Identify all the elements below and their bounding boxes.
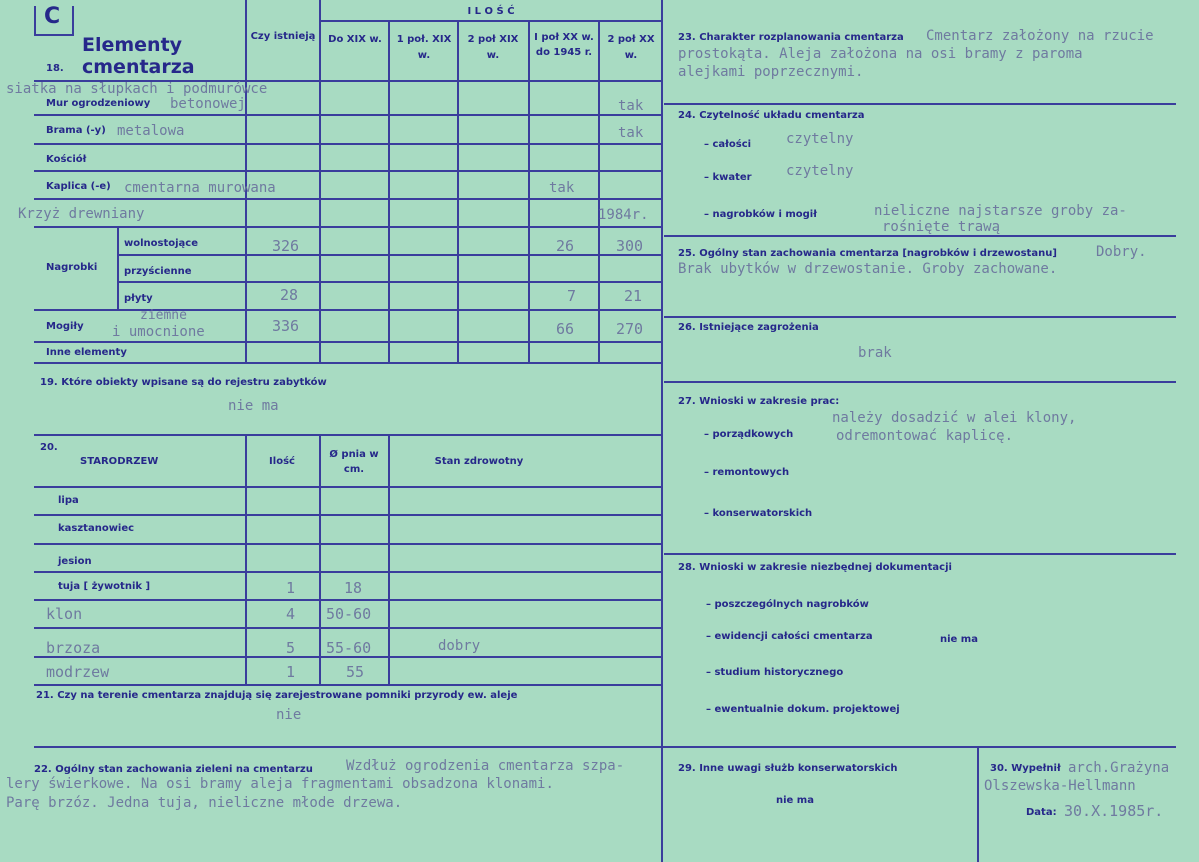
sec24-label: 24. Czytelność układu cmentarza [678, 110, 865, 121]
typed-krzyz-value: 1984r. [598, 207, 649, 223]
sec25-value-1: Dobry. [1096, 244, 1147, 260]
rule [457, 20, 459, 362]
header-col-2: 1 poł. XIX w. [396, 34, 452, 61]
header-col-3: 2 poł XIX w. [467, 34, 519, 61]
sec23-line1: Cmentarz założony na rzucie [926, 28, 1154, 44]
rule [118, 281, 662, 283]
sec29-value: nie ma [776, 795, 814, 806]
rule [664, 381, 1176, 383]
rule [34, 226, 662, 228]
rule [528, 20, 530, 362]
sec24-c: – nagrobków i mogił [704, 209, 817, 220]
tree-row-qty: 1 [286, 663, 296, 681]
row-label-kaplica: Kaplica (-e) [46, 181, 111, 192]
sec24-c-value-1: nieliczne najstarsze groby za- [874, 203, 1127, 219]
sec27-c: – konserwatorskich [704, 508, 813, 519]
sec23-line2: prostokąta. Aleja założona na osi bramy z paroma [678, 46, 1083, 62]
sec28-a: – poszczególnych nagrobków [706, 599, 869, 610]
header-col-1: Do XIX w. [328, 34, 382, 45]
sec27-a: – porządkowych [704, 429, 794, 440]
row-label-nagrobki: Nagrobki [46, 262, 98, 273]
typed-brama-value: tak [618, 125, 644, 141]
row-label-mur: Mur ogrodzeniowy [46, 98, 151, 109]
typed-kaplica-value: tak [549, 180, 575, 196]
rule [664, 103, 1176, 105]
tree-row-name: lipa [58, 495, 79, 506]
sec21-value: nie [276, 707, 302, 723]
sec22-line2: lery świerkowe. Na osi bramy aleja fragmentami obsadzona klonami. [6, 776, 554, 792]
rule [977, 746, 979, 862]
typed-mogily-a: ziemne [140, 308, 187, 323]
sec30-date-label: Data: [1026, 807, 1057, 818]
tree-row-name: kasztanowiec [58, 523, 135, 534]
sec28-d: – ewentualnie dokum. projektowej [706, 704, 900, 715]
row-label-inne: Inne elementy [46, 347, 127, 358]
typed-plyty-col5: 21 [624, 287, 643, 305]
typed-mur-value: tak [618, 98, 644, 114]
rule [34, 627, 662, 629]
sec24-b-value: czytelny [786, 163, 854, 179]
sec28-c: – studium historycznego [706, 667, 844, 678]
header-col-5: 2 poł XX w. [607, 34, 655, 61]
rule [34, 434, 662, 436]
sec28-value: nie ma [940, 634, 978, 645]
header-exists: Czy istnieją [250, 31, 316, 42]
row-label-kosciol: Kościół [46, 154, 87, 165]
sec23-line3: alejkami poprzecznymi. [678, 64, 864, 80]
sec22-label: 22. Ogólny stan zachowania zieleni na cmentarzu [34, 764, 313, 775]
rule [34, 486, 662, 488]
section-title-2: cmentarza [82, 56, 195, 78]
header-quantity: I L O Ś Ć [467, 6, 515, 17]
rule [664, 235, 1176, 237]
rule [34, 684, 662, 686]
sec27-value-2: odremontować kaplicę. [836, 428, 1014, 444]
tree-row-name: tuja [ żywotnik ] [58, 581, 151, 592]
sec25-label: 25. Ogólny stan zachowania cmentarza [nagrobków i drzewostanu] [678, 248, 1057, 259]
typed-mogily-col5: 270 [616, 320, 644, 338]
tree-row-diam: 55 [346, 663, 365, 681]
typed-mogily-col4: 66 [556, 320, 575, 338]
sec27-value-1: należy dosadzić w alei klony, [832, 410, 1077, 426]
typed-mogily-exists: 336 [272, 317, 300, 335]
sec27-label: 27. Wnioski w zakresie prac: [678, 396, 840, 407]
typed-mur-b: betonowej [170, 96, 246, 112]
rule [34, 514, 662, 516]
rule [319, 0, 321, 362]
row-label-przysc: przyścienne [124, 266, 192, 277]
sec23-label: 23. Charakter rozplanowania cmentarza [678, 32, 904, 43]
sec24-c-value-2: rośnięte trawą [882, 219, 1001, 235]
rule [34, 571, 662, 573]
rule [34, 143, 662, 145]
rule [320, 20, 662, 22]
rule [34, 746, 1176, 748]
rule [34, 543, 662, 545]
sec22-line1: Wzdłuż ogrodzenia cmentarza szpa- [346, 758, 625, 774]
typed-wolno-exists: 326 [272, 237, 300, 255]
tree-row-name: jesion [58, 556, 92, 567]
sec26-label: 26. Istniejące zagrożenia [678, 322, 819, 333]
typed-krzyz: Krzyż drewniany [18, 206, 145, 222]
header-col-4: I poł XX w. do 1945 r. [534, 32, 594, 58]
tree-row-diam: 55-60 [326, 639, 372, 657]
typed-plyty-exists: 28 [280, 286, 299, 304]
tree-row-qty: 4 [286, 605, 296, 623]
sec24-a-value: czytelny [786, 131, 854, 147]
typed-wolno-col5: 300 [616, 237, 644, 255]
rule [117, 226, 119, 309]
tree-row-diam: 18 [344, 579, 363, 597]
sec21-label: 21. Czy na terenie cmentarza znajdują się zarejestrowane pomniki przyrody ew. aleje [36, 690, 518, 701]
rule [34, 114, 662, 116]
sec30-date: 30.X.1985r. [1064, 802, 1164, 820]
rule [34, 341, 662, 343]
row-label-mogily: Mogiły [46, 321, 84, 332]
sec28-label: 28. Wnioski w zakresie niezbędnej dokumentacji [678, 562, 952, 573]
rule [34, 599, 662, 601]
sec29-label: 29. Inne uwagi służb konserwatorskich [678, 763, 898, 774]
typed-wolno-col4: 26 [556, 237, 575, 255]
tree-row-qty: 1 [286, 579, 296, 597]
sec24-a: – całości [704, 139, 752, 150]
sec30-name-2: Olszewska-Hellmann [984, 778, 1136, 794]
rule [388, 20, 390, 362]
section-title-1: Elementy [82, 34, 183, 56]
sec20-h-stan: Stan zdrowotny [434, 456, 524, 467]
tree-row-name-typed: modrzew [46, 663, 110, 681]
tree-row-name-typed: brzoza [46, 639, 101, 657]
sec19-value: nie ma [228, 398, 279, 414]
section-number: 18. [46, 63, 64, 74]
rule [664, 553, 1176, 555]
rule [118, 254, 662, 256]
sec27-b: – remontowych [704, 467, 790, 478]
typed-brama: metalowa [117, 123, 185, 139]
row-label-brama: Brama (-y) [46, 125, 106, 136]
typed-kaplica: cmentarna murowana [124, 180, 276, 196]
rule [34, 309, 662, 311]
tree-row-state: dobry [438, 638, 481, 654]
typed-mur-a: siatka na słupkach i podmurówce [6, 81, 268, 97]
rule [245, 434, 247, 684]
rule [34, 362, 662, 364]
section-letter: C [44, 4, 61, 29]
sec20-title: STARODRZEW [80, 456, 159, 467]
sec20-h-pnia: Ø pnia w cm. [329, 449, 379, 475]
row-label-plyty: płyty [124, 293, 153, 304]
sec28-b: – ewidencji całości cmentarza [706, 631, 873, 642]
rule [34, 198, 662, 200]
tree-row-qty: 5 [286, 639, 296, 657]
rule [34, 170, 662, 172]
sec30-name-1: arch.Grażyna [1068, 760, 1170, 776]
rule [388, 434, 390, 684]
typed-mogily-b: i umocnione [112, 324, 205, 340]
sec20-h-ilosc: Ilość [269, 456, 295, 467]
tree-row-diam: 50-60 [326, 605, 372, 623]
sec30-label: 30. Wypełnił [990, 763, 1061, 774]
typed-plyty-col4: 7 [567, 287, 577, 305]
sec24-b: – kwater [704, 172, 752, 183]
sec22-line3: Parę brzóz. Jedna tuja, nieliczne młode drzewa. [6, 795, 403, 811]
tree-row-name-typed: klon [46, 605, 83, 623]
sec25-value-2: Brak ubytków w drzewostanie. Groby zachowane. [678, 261, 1058, 277]
sec19-label: 19. Które obiekty wpisane są do rejestru zabytków [40, 377, 327, 388]
rule [664, 316, 1176, 318]
sec26-value: brak [858, 345, 892, 361]
sec20-number: 20. [40, 442, 58, 453]
rule [598, 20, 600, 362]
rule [661, 0, 663, 862]
row-label-wolno: wolnostojące [124, 238, 199, 249]
